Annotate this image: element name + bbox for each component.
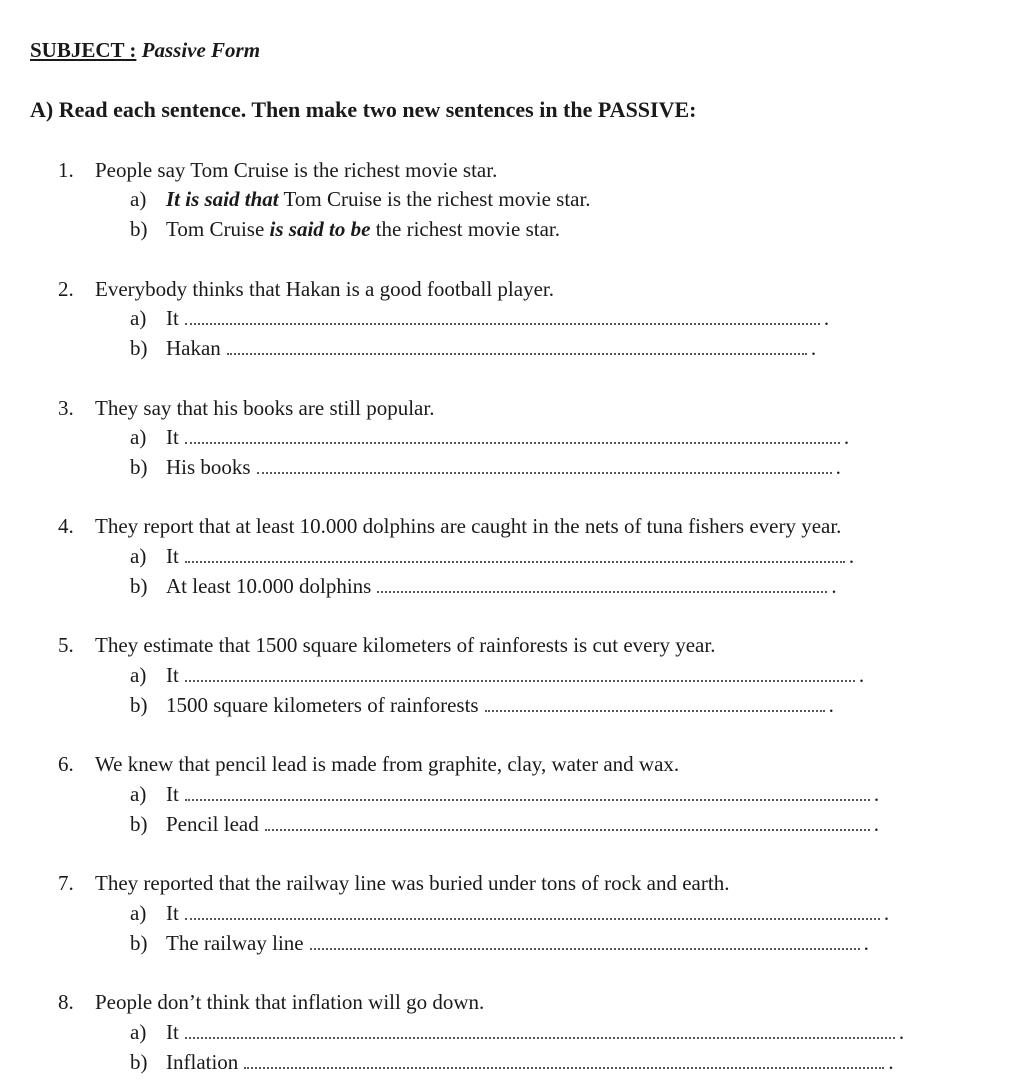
answer-3a — [130, 425, 849, 450]
question-5 — [58, 633, 715, 658]
answer-1b — [130, 217, 560, 242]
question-sentence: They estimate that 1500 square kilometers of rainforests is cut every year. — [95, 633, 716, 657]
answer-prompt: The railway line — [166, 931, 304, 955]
question-number: 2. — [58, 277, 74, 301]
answer-letter: b) — [130, 931, 148, 955]
answer-blank[interactable] — [485, 696, 825, 712]
answer-text-start: Tom Cruise — [166, 217, 270, 241]
answer-prompt: It — [166, 1020, 179, 1044]
answer-blank[interactable] — [185, 428, 840, 444]
answer-7b — [130, 931, 869, 956]
end-mark: . — [883, 901, 890, 925]
question-number: 6. — [58, 752, 74, 776]
answer-prompt: It — [166, 425, 179, 449]
end-mark: . — [823, 306, 830, 330]
answer-blank[interactable] — [185, 904, 880, 920]
answer-emphasis: is said to be — [269, 217, 371, 241]
answer-blank[interactable] — [185, 785, 870, 801]
end-mark: . — [828, 693, 834, 717]
subject-topic: Passive Form — [141, 38, 261, 62]
answer-6b — [130, 812, 879, 837]
answer-8a — [130, 1020, 904, 1045]
question-sentence: They say that his books are still popular. — [95, 396, 435, 420]
answer-5b — [130, 693, 834, 718]
answer-letter: b) — [130, 812, 148, 836]
end-mark: . — [810, 336, 817, 360]
question-number: 5. — [58, 633, 74, 657]
question-3 — [58, 396, 434, 421]
answer-letter: a) — [130, 187, 147, 211]
end-mark: . — [835, 455, 841, 479]
answer-5a — [130, 663, 864, 688]
question-number: 4. — [58, 514, 74, 538]
question-number: 8. — [58, 990, 74, 1014]
answer-prompt: It — [166, 901, 179, 925]
answer-letter: b) — [130, 693, 148, 717]
answer-blank[interactable] — [244, 1053, 884, 1069]
answer-letter: b) — [130, 217, 148, 241]
answer-letter: a) — [130, 306, 147, 330]
answer-4a — [130, 544, 854, 569]
answer-blank[interactable] — [185, 309, 820, 325]
end-mark: . — [873, 782, 880, 806]
answer-text: Tom Cruise is the richest movie star. — [278, 187, 591, 211]
answer-7a — [130, 901, 889, 926]
answer-3b — [130, 455, 841, 480]
answer-blank[interactable] — [185, 666, 855, 682]
question-4 — [58, 514, 841, 539]
question-sentence: They report that at least 10.000 dolphins are caught in the nets of tuna fishers every year. — [95, 514, 842, 538]
question-1 — [58, 158, 497, 183]
answer-letter: a) — [130, 425, 147, 449]
answer-prompt: It — [166, 663, 179, 687]
answer-prompt: Pencil lead — [166, 812, 259, 836]
question-7 — [58, 871, 729, 896]
answer-text: the richest movie star. — [370, 217, 560, 241]
question-sentence: They reported that the railway line was buried under tons of rock and earth. — [95, 871, 730, 895]
answer-letter: a) — [130, 544, 147, 568]
exercise-instruction: A) Read each sentence. Then make two new sentences in the PASSIVE: — [30, 97, 697, 122]
end-mark: . — [863, 931, 869, 955]
end-mark: . — [858, 663, 865, 687]
answer-2a — [130, 306, 829, 331]
answer-emphasis: It is said that — [166, 187, 279, 211]
answer-blank[interactable] — [265, 815, 870, 831]
answer-1a — [130, 187, 591, 212]
end-mark: . — [848, 544, 855, 568]
end-mark: . — [831, 574, 837, 598]
answer-prompt: 1500 square kilometers of rainforests — [166, 693, 479, 717]
subject-header — [30, 38, 260, 63]
answer-letter: b) — [130, 1050, 148, 1074]
answer-blank[interactable] — [257, 458, 832, 474]
answer-2b — [130, 336, 816, 361]
answer-letter: a) — [130, 901, 147, 925]
question-number: 7. — [58, 871, 74, 895]
answer-blank[interactable] — [227, 339, 807, 355]
answer-letter: a) — [130, 782, 147, 806]
answer-prompt: Hakan — [166, 336, 221, 360]
subject-label: SUBJECT : — [30, 38, 137, 62]
question-8 — [58, 990, 484, 1015]
end-mark: . — [888, 1050, 894, 1074]
question-sentence: People say Tom Cruise is the richest movie star. — [95, 158, 498, 182]
answer-prompt: It — [166, 544, 179, 568]
end-mark: . — [843, 425, 850, 449]
answer-prompt: It — [166, 306, 179, 330]
question-sentence: People don’t think that inflation will go down. — [95, 990, 485, 1014]
question-number: 1. — [58, 158, 74, 182]
answer-4b — [130, 574, 837, 599]
answer-6a — [130, 782, 879, 807]
answer-blank[interactable] — [185, 1023, 895, 1039]
answer-letter: b) — [130, 336, 148, 360]
answer-blank[interactable] — [377, 577, 827, 593]
question-number: 3. — [58, 396, 74, 420]
end-mark: . — [898, 1020, 905, 1044]
answer-blank[interactable] — [310, 934, 860, 950]
answer-prompt: It — [166, 782, 179, 806]
answer-letter: a) — [130, 1020, 147, 1044]
answer-prompt: At least 10.000 dolphins — [166, 574, 372, 598]
question-sentence: Everybody thinks that Hakan is a good football player. — [95, 277, 554, 301]
answer-8b — [130, 1050, 894, 1075]
answer-prompt: His books — [166, 455, 251, 479]
answer-prompt: Inflation — [166, 1050, 239, 1074]
answer-blank[interactable] — [185, 547, 845, 563]
question-2 — [58, 277, 554, 302]
answer-letter: a) — [130, 663, 147, 687]
answer-letter: b) — [130, 455, 148, 479]
question-sentence: We knew that pencil lead is made from graphite, clay, water and wax. — [95, 752, 680, 776]
answer-letter: b) — [130, 574, 148, 598]
end-mark: . — [873, 812, 879, 836]
question-6 — [58, 752, 679, 777]
